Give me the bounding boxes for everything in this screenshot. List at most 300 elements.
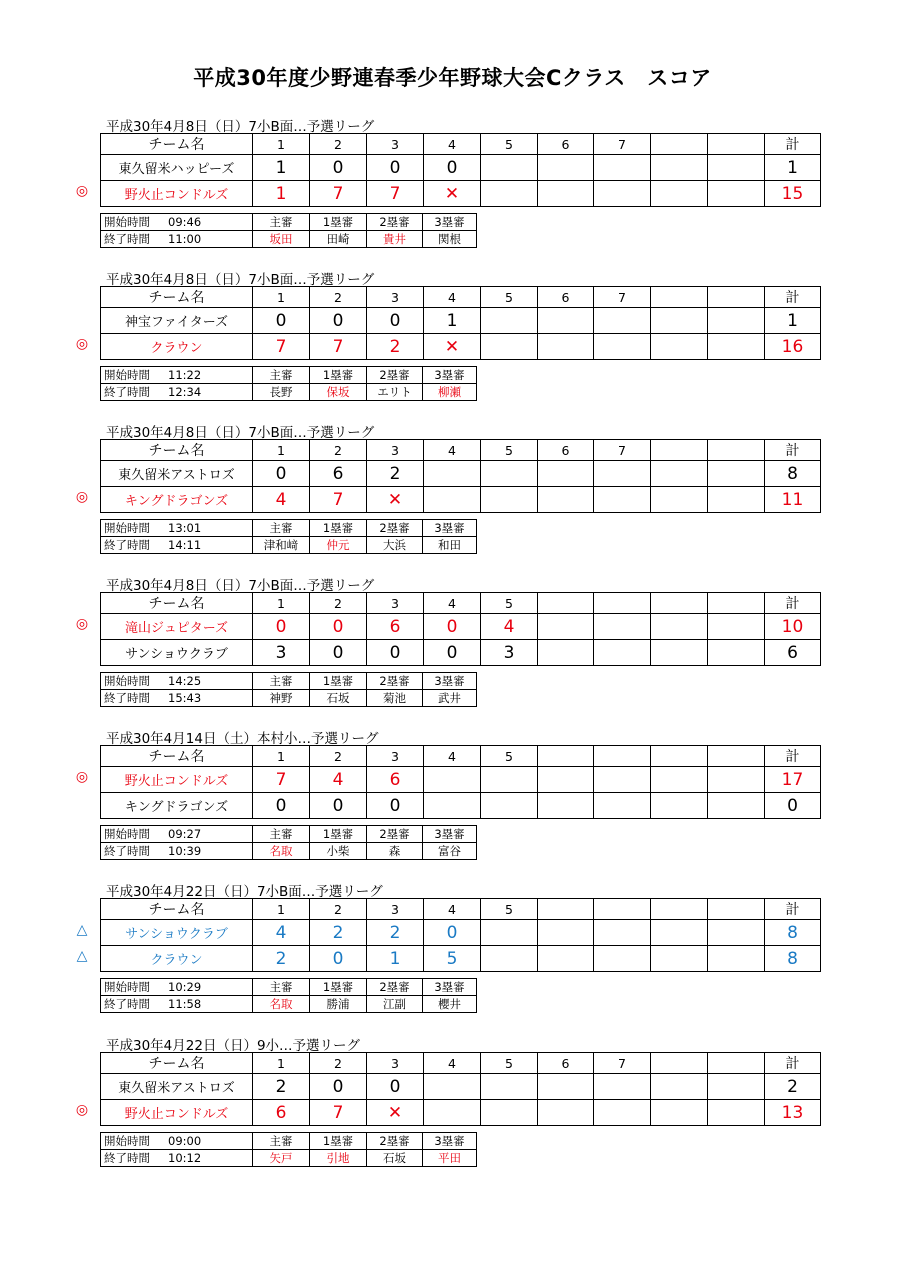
inning-score [651,793,708,819]
inning-score [651,181,708,207]
start-time-label: 開始時間 [104,215,150,229]
team-total: 16 [765,334,821,360]
inning-score [538,487,594,513]
team-total: 2 [765,1074,821,1100]
inning-header [651,287,708,308]
inning-score: 2 [367,461,424,487]
inning-score [651,1100,708,1126]
start-time-cell [101,367,253,384]
score-header-row [101,593,821,614]
end-time-cell [101,231,253,248]
inning-score [424,767,481,793]
inning-score [424,1074,481,1100]
start-time-label: 開始時間 [104,1134,150,1148]
umpire-role-label: 3塁審 [423,826,477,843]
end-time-label: 終了時間 [104,691,150,705]
score-header-row [101,746,821,767]
inning-score: 4 [253,487,310,513]
team-row [101,308,821,334]
start-time-cell [101,520,253,537]
umpire-table [100,366,477,401]
inning-score: 6 [367,767,424,793]
start-time-label: 開始時間 [104,980,150,994]
inning-score [538,461,594,487]
inning-score [594,334,651,360]
inning-header: 4 [424,593,481,614]
inning-score [481,1074,538,1100]
end-time-cell [101,843,253,860]
inning-score: 4 [310,767,367,793]
team-total: 10 [765,614,821,640]
start-time-cell [101,673,253,690]
umpire-name: 石坂 [367,1150,423,1167]
inning-header [651,899,708,920]
umpire-role-label: 1塁審 [310,673,367,690]
inning-header: 6 [538,440,594,461]
inning-score [538,920,594,946]
inning-header [708,746,765,767]
inning-score [651,155,708,181]
inning-header [708,1053,765,1074]
end-time-label: 終了時間 [104,844,150,858]
start-time-cell [101,214,253,231]
end-time: 14:11 [168,538,202,552]
win-mark: ◎ [75,489,89,505]
start-time-label: 開始時間 [104,827,150,841]
inning-header [651,440,708,461]
inning-header: 2 [310,440,367,461]
inning-score [424,461,481,487]
team-total: 8 [765,920,821,946]
end-time-cell [101,537,253,554]
start-row [101,673,477,690]
game-block [0,268,905,418]
game-header: 平成30年4月8日（日）7小B面…予選リーグ [106,272,375,288]
umpire-name: 小柴 [310,843,367,860]
score-table [100,439,821,513]
inning-score [538,155,594,181]
start-time-label: 開始時間 [104,368,150,382]
inning-header [708,899,765,920]
inning-score [708,1074,765,1100]
inning-header [538,899,594,920]
inning-score [538,1100,594,1126]
umpire-name: 石坂 [310,690,367,707]
umpire-name: 柳瀬 [423,384,477,401]
draw-mark: △ [76,922,88,938]
score-header-row [101,440,821,461]
inning-score [708,334,765,360]
end-row [101,1150,477,1167]
team-name-header: チーム名 [101,1053,253,1074]
end-time: 10:12 [168,1151,202,1165]
start-row [101,214,477,231]
inning-score [708,614,765,640]
inning-header: 5 [481,1053,538,1074]
umpire-name: 坂田 [253,231,310,248]
inning-header: 7 [594,1053,651,1074]
umpire-role-label: 2塁審 [367,1133,423,1150]
umpire-role-label: 主審 [253,1133,310,1150]
team-name: 東久留米アストロズ [101,461,253,487]
total-header: 計 [765,440,821,461]
inning-header: 7 [594,440,651,461]
end-row [101,537,477,554]
inning-score: 4 [253,920,310,946]
inning-score [708,640,765,666]
start-row [101,520,477,537]
inning-header: 5 [481,746,538,767]
inning-score [481,487,538,513]
inning-score: 2 [367,334,424,360]
inning-score: ✕ [424,181,481,207]
inning-score [538,793,594,819]
umpire-name: 和田 [423,537,477,554]
inning-score [424,793,481,819]
inning-score: ✕ [424,334,481,360]
inning-header: 2 [310,134,367,155]
inning-header: 6 [538,1053,594,1074]
start-time-label: 開始時間 [104,674,150,688]
end-time: 15:43 [168,691,202,705]
team-total: 13 [765,1100,821,1126]
umpire-name: 平田 [423,1150,477,1167]
game-block [0,115,905,265]
inning-header: 3 [367,134,424,155]
team-name-header: チーム名 [101,134,253,155]
start-time: 13:01 [168,521,202,535]
inning-score: 0 [253,461,310,487]
umpire-role-label: 1塁審 [310,826,367,843]
inning-header: 3 [367,746,424,767]
inning-score: 0 [310,1074,367,1100]
game-header: 平成30年4月8日（日）7小B面…予選リーグ [106,578,375,594]
inning-header: 4 [424,746,481,767]
umpire-role-label: 主審 [253,367,310,384]
inning-header: 1 [253,746,310,767]
inning-score: 2 [367,920,424,946]
inning-score [708,946,765,972]
inning-score [481,334,538,360]
inning-score [594,155,651,181]
inning-score [481,920,538,946]
end-time-cell [101,996,253,1013]
inning-score [651,334,708,360]
total-header: 計 [765,134,821,155]
inning-score: 0 [367,308,424,334]
inning-header [708,134,765,155]
umpire-name: 江副 [367,996,423,1013]
team-total: 1 [765,308,821,334]
inning-score [651,614,708,640]
inning-score: 0 [310,614,367,640]
umpire-role-label: 2塁審 [367,673,423,690]
inning-score: 0 [310,308,367,334]
umpire-name: 勝浦 [310,996,367,1013]
umpire-role-label: 主審 [253,979,310,996]
total-header: 計 [765,899,821,920]
team-total: 8 [765,946,821,972]
umpire-role-label: 2塁審 [367,826,423,843]
inning-header: 2 [310,593,367,614]
team-row [101,793,821,819]
umpire-role-label: 3塁審 [423,1133,477,1150]
end-time-label: 終了時間 [104,997,150,1011]
start-time-cell [101,1133,253,1150]
inning-score: 0 [253,793,310,819]
umpire-role-label: 主審 [253,673,310,690]
inning-score: 0 [424,614,481,640]
game-header: 平成30年4月22日（日）7小B面…予選リーグ [106,884,383,900]
start-time: 09:00 [168,1134,202,1148]
umpire-name: 田崎 [310,231,367,248]
inning-header: 3 [367,1053,424,1074]
end-time-label: 終了時間 [104,538,150,552]
start-row [101,979,477,996]
inning-score [708,181,765,207]
game-header: 平成30年4月8日（日）7小B面…予選リーグ [106,425,375,441]
page-title: 平成30年度少野連春季少年野球大会Cクラス スコア [193,66,712,90]
inning-score [481,767,538,793]
umpire-role-label: 1塁審 [310,214,367,231]
inning-header: 5 [481,287,538,308]
umpire-role-label: 主審 [253,520,310,537]
inning-score [708,461,765,487]
inning-header: 5 [481,440,538,461]
inning-score: 7 [310,1100,367,1126]
umpire-role-label: 1塁審 [310,520,367,537]
umpire-name: 名取 [253,843,310,860]
end-time: 10:39 [168,844,202,858]
inning-score: 5 [424,946,481,972]
umpire-role-label: 2塁審 [367,979,423,996]
inning-header [594,746,651,767]
inning-score [594,640,651,666]
inning-score [481,155,538,181]
start-row [101,826,477,843]
umpire-name: エリト [367,384,423,401]
game-header: 平成30年4月22日（日）9小…予選リーグ [106,1038,361,1054]
end-time: 12:34 [168,385,202,399]
umpire-name: 保坂 [310,384,367,401]
end-time-label: 終了時間 [104,1151,150,1165]
inning-score [424,1100,481,1126]
inning-header: 1 [253,899,310,920]
umpire-role-label: 1塁審 [310,367,367,384]
end-row [101,231,477,248]
inning-header: 2 [310,746,367,767]
inning-score [651,487,708,513]
inning-score [594,487,651,513]
game-block [0,1034,905,1184]
inning-score: 0 [424,155,481,181]
team-row [101,920,821,946]
inning-header: 3 [367,593,424,614]
inning-score [594,1100,651,1126]
inning-score [538,614,594,640]
umpire-role-label: 3塁審 [423,214,477,231]
inning-score: 1 [253,155,310,181]
umpire-name: 関根 [423,231,477,248]
total-header: 計 [765,593,821,614]
start-time-label: 開始時間 [104,521,150,535]
inning-score: 0 [424,640,481,666]
inning-score: ✕ [367,487,424,513]
umpire-name: 森 [367,843,423,860]
inning-header: 4 [424,134,481,155]
umpire-role-label: 2塁審 [367,214,423,231]
inning-header [538,746,594,767]
end-time-cell [101,1150,253,1167]
inning-score: 7 [310,334,367,360]
game-block [0,574,905,724]
inning-score [651,461,708,487]
umpire-role-label: 1塁審 [310,1133,367,1150]
team-name: サンショウクラブ [101,640,253,666]
umpire-role-label: 3塁審 [423,979,477,996]
team-row [101,614,821,640]
end-row [101,384,477,401]
inning-score [708,920,765,946]
score-header-row [101,1053,821,1074]
team-name: 神宝ファイターズ [101,308,253,334]
inning-score: 7 [253,334,310,360]
inning-score: 7 [310,181,367,207]
team-row [101,946,821,972]
game-header: 平成30年4月8日（日）7小B面…予選リーグ [106,119,375,135]
inning-score [651,767,708,793]
inning-score: 7 [253,767,310,793]
inning-score [538,640,594,666]
inning-score [424,487,481,513]
umpire-name: 貴井 [367,231,423,248]
inning-score: 2 [253,946,310,972]
inning-header: 1 [253,1053,310,1074]
team-row [101,334,821,360]
team-name: 東久留米アストロズ [101,1074,253,1100]
inning-header: 3 [367,287,424,308]
draw-mark: △ [76,948,88,964]
team-row [101,487,821,513]
start-time-cell [101,979,253,996]
inning-header: 2 [310,899,367,920]
inning-score: 6 [367,614,424,640]
win-mark: ◎ [75,616,89,632]
start-row [101,367,477,384]
start-row [101,1133,477,1150]
inning-score [708,793,765,819]
game-header: 平成30年4月14日（土）本村小…予選リーグ [106,731,379,747]
end-row [101,996,477,1013]
score-header-row [101,287,821,308]
umpire-table [100,672,477,707]
team-row [101,1100,821,1126]
inning-score [708,767,765,793]
umpire-name: 長野 [253,384,310,401]
inning-score: 6 [253,1100,310,1126]
inning-score [708,155,765,181]
game-block [0,421,905,571]
inning-header: 2 [310,287,367,308]
end-row [101,843,477,860]
team-total: 11 [765,487,821,513]
end-time-label: 終了時間 [104,385,150,399]
team-total: 17 [765,767,821,793]
umpire-table [100,213,477,248]
end-row [101,690,477,707]
inning-header: 4 [424,1053,481,1074]
inning-score: 0 [367,1074,424,1100]
inning-header: 7 [594,134,651,155]
win-mark: ◎ [75,769,89,785]
umpire-name: 富谷 [423,843,477,860]
score-table [100,898,821,972]
inning-score: ✕ [367,1100,424,1126]
inning-score: 0 [367,640,424,666]
win-mark: ◎ [75,183,89,199]
inning-score: 7 [367,181,424,207]
inning-header [651,746,708,767]
inning-header: 3 [367,899,424,920]
inning-score [594,181,651,207]
inning-header: 5 [481,593,538,614]
inning-score: 7 [310,487,367,513]
inning-score: 0 [310,946,367,972]
inning-header: 1 [253,440,310,461]
inning-header [538,593,594,614]
inning-score [594,767,651,793]
team-row [101,767,821,793]
inning-score: 0 [424,920,481,946]
inning-score: 0 [310,640,367,666]
umpire-role-label: 2塁審 [367,367,423,384]
start-time-cell [101,826,253,843]
start-time: 09:46 [168,215,202,229]
team-total: 15 [765,181,821,207]
team-name: 東久留米ハッピーズ [101,155,253,181]
inning-score [594,920,651,946]
end-time: 11:58 [168,997,202,1011]
team-total: 6 [765,640,821,666]
umpire-role-label: 3塁審 [423,520,477,537]
inning-score: 4 [481,614,538,640]
team-name: 滝山ジュピターズ [101,614,253,640]
inning-score [538,946,594,972]
inning-score [708,308,765,334]
inning-header: 3 [367,440,424,461]
inning-header: 1 [253,593,310,614]
team-name: クラウン [101,946,253,972]
inning-score [594,614,651,640]
inning-score: 1 [253,181,310,207]
umpire-role-label: 3塁審 [423,367,477,384]
score-table [100,592,821,666]
inning-score: 0 [310,155,367,181]
start-time: 09:27 [168,827,202,841]
team-name-header: チーム名 [101,287,253,308]
end-time-cell [101,384,253,401]
team-total: 0 [765,793,821,819]
inning-score [708,487,765,513]
inning-header: 7 [594,287,651,308]
inning-header [708,287,765,308]
inning-score: 0 [253,614,310,640]
inning-score [538,334,594,360]
inning-score: 3 [253,640,310,666]
inning-score: 0 [310,793,367,819]
score-table [100,133,821,207]
inning-header: 4 [424,287,481,308]
